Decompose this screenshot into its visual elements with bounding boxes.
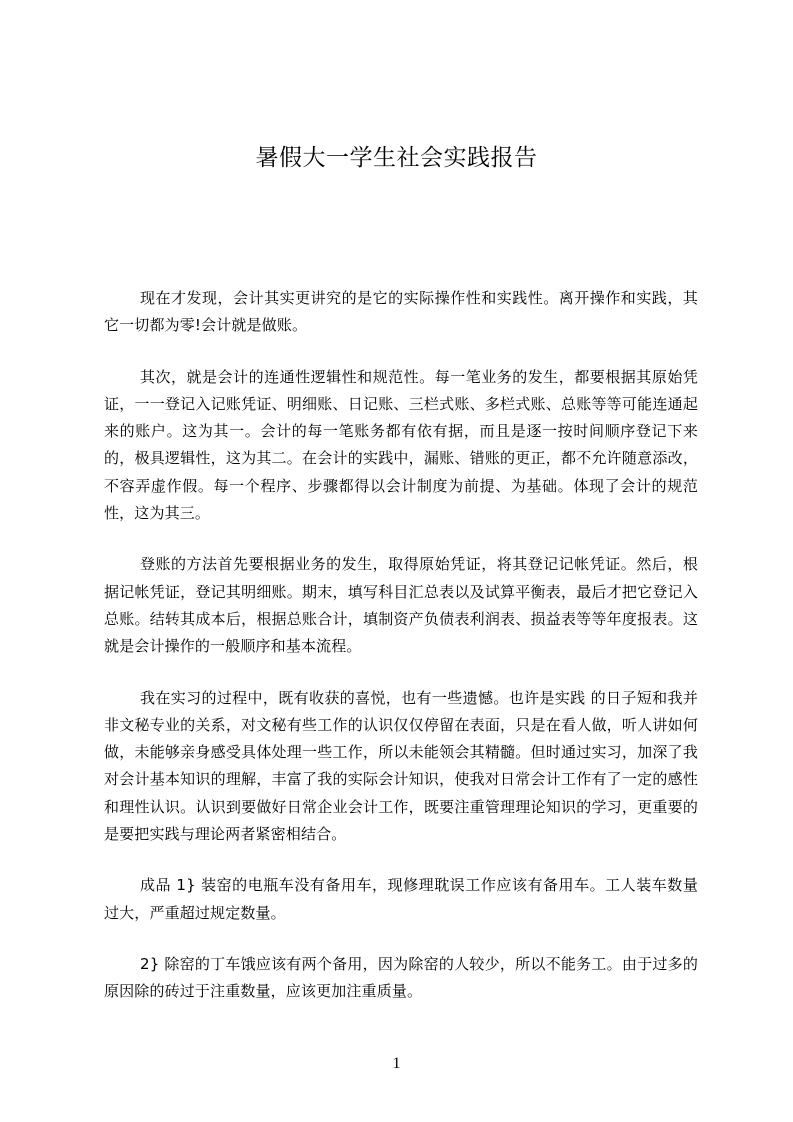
document-title: 暑假大一学生社会实践报告 — [255, 145, 538, 171]
page-number: 1 — [392, 1055, 401, 1072]
paragraph-1: 现在才发现，会计其实更讲究的是它的实际操作性和实践性。离开操作和实践，其它一切都为零!会计就是做账。 — [104, 289, 698, 335]
paragraph-6: 2} 除窑的丁车饿应该有两个备用，因为除窑的人较少，所以不能务工。由于过多的原因除的砖过于注重数量，应该更加注重质量。 — [104, 954, 698, 1001]
document-body — [104, 285, 698, 1030]
paragraph-5: 成品 1} 装窑的电瓶车没有备用车，现修理耽误工作应该有备用车。工人装车数量过大，严重超过规定数量。 — [104, 876, 698, 922]
paragraph-4: 我在实习的过程中，既有收获的喜悦，也有一些遗憾。也许是实践 的日子短和我并非文秘专业的关系，对文秘有些工作的认识仅仅停留在表面，只是在看人做，听人讲如何做，未能够亲身感受具体处理一些工作，所以未能领会其精髓。但时通过实习，加深了我对会计基本知识的理解，丰富了我的实际会计知识，使我对日常会计工作有了一定的感性和理性认识。认识到要做好日常企业会计工作，既要注重管理理论知识的学习，更重要的是要把实践与理论两者紧密相结合。 — [104, 688, 698, 844]
paragraph-2: 其次，就是会计的连通性逻辑性和规范性。每一笔业务的发生，都要根据其原始凭证，一一登记入记账凭证、明细账、日记账、三栏式账、多栏式账、总账等等可能连通起来的账户。这为其一。会计的每一笔账务都有依有据，而且是逐一按时间顺序登记下来的，极具逻辑性，这为其二。在会计的实践中，漏账、错账的更正，都不允许随意添改，不容弄虚作假。每一个程序、步骤都得以会计制度为前提、为基础。体现了会计的规范性，这为其三。 — [104, 367, 698, 523]
paragraph-3: 登账的方法首先要根据业务的发生，取得原始凭证，将其登记记帐凭证。然后，根据记帐凭证，登记其明细账。期末，填写科目汇总表以及试算平衡表，最后才把它登记入总账。结转其成本后，根据总账合计，填制资产负债表利润表、损益表等等年度报表。这就是会计操作的一般顺序和基本流程。 — [104, 555, 698, 656]
